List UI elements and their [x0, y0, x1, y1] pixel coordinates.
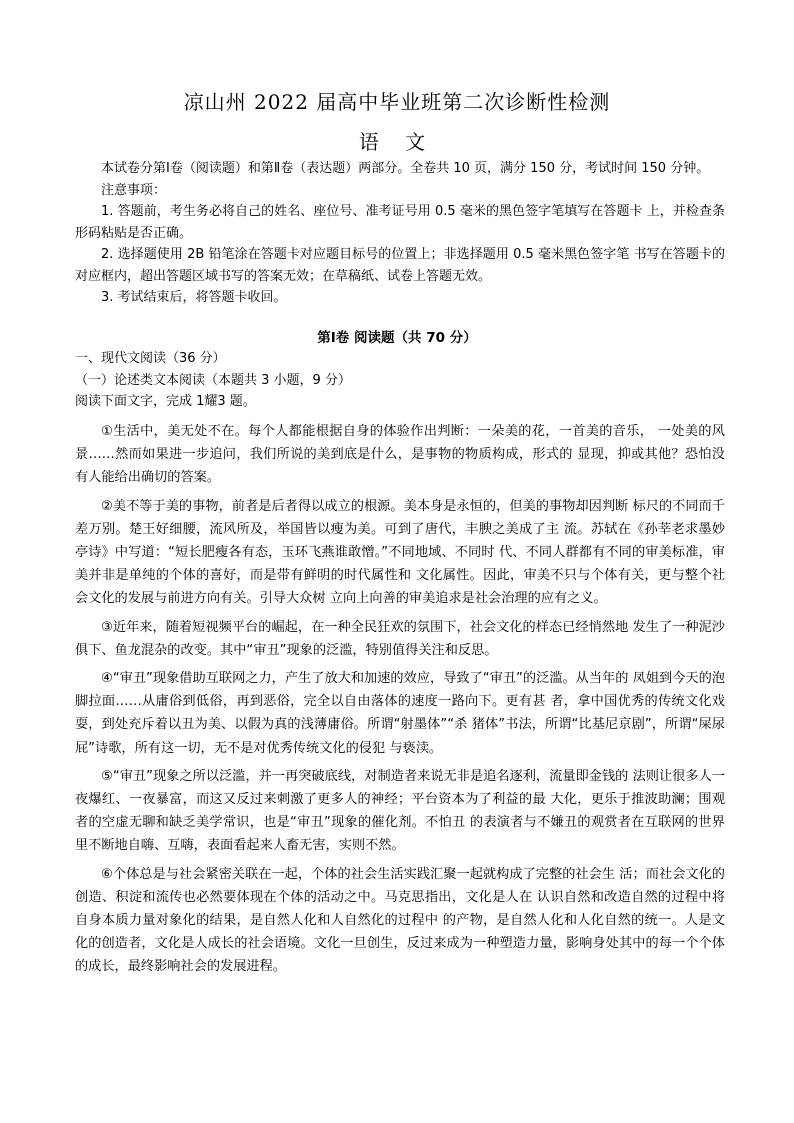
intro-block [75, 158, 725, 309]
passage-paragraph: ⑤“审丑”现象之所以泛滥，并一再突破底线，对制造者来说无非是追名逐利，流量即金钱的 法则让很多人一夜爆红、一夜暴富，而这又反过来刺激了更多人的神经；平台资本为了利益的最 大化，更乐于推波助澜；围观者的空虚无聊和缺乏美学常识，也是“审丑”现象的催化剂。不怕丑 的表演者与不嫌丑的观赏者在互联网的世界里不断地自嗨、互嗨，表面看起来人畜无害，实则不然。 [75, 768, 725, 854]
passage-paragraph: ③近年来，随着短视频平台的崛起，在一种全民狂欢的氛围下，社会文化的样态已经悄然地 发生了一种泥沙俱下、鱼龙混杂的改变。其中“审丑”现象的泛滥，特别值得关注和反思。 [75, 619, 725, 658]
reading-passage [75, 420, 725, 979]
part-heading: 一、现代文阅读（36 分） [75, 351, 226, 366]
section-heading-block [75, 348, 725, 413]
passage-paragraph: ②美不等于美的事物，前者是后者得以成立的根源。美本身是永恒的，但美的事物却因判断 标尺的不同而千差万别。楚王好细腰，流风所及，举国皆以瘦为美。可到了唐代，丰腴之美成了主 流。苏轼在《孙莘老求墨妙亭诗》中写道：“短长肥瘦各有态，玉环飞燕谁敢憎。”不同地域、不同时 代、不同人群都有不同的审美标准，审美并非是单纯的个体的喜好，而是带有鲜明的时代属性和 文化属性。因此，审美不只与个体有关，更与整个社会文化的发展与前进方向有关。引导大众树 立向上向善的审美追求是社会治理的应有之义。 [75, 498, 726, 607]
sub-part-heading: （一）论述类文本阅读（本题共 3 小题，9 分） [75, 372, 351, 388]
notice-heading: 注意事项： [101, 182, 167, 198]
notice-item: 3. 考试结束后，将答题卡收回。 [101, 290, 287, 305]
section-title: 第Ⅰ卷 阅读题（共 70 分） [317, 330, 477, 346]
reading-instruction: 阅读下面文字，完成 1耀3 题。 [75, 394, 256, 409]
subject-title: 语 文 [358, 130, 436, 154]
notice-item: 2. 选择题使用 2B 铅笔涂在答题卡对应题目标号的位置上；非选择题用 0.5 毫米黑色签字笔 书写在答题卡的对应框内，超出答题区域书写的答案无效；在草稿纸、试卷上答题无效。 [75, 247, 725, 284]
exam-title: 凉山州 2022 届高中毕业班第二次诊断性检测 [183, 90, 611, 114]
passage-paragraph: ①生活中，美无处不在。每个人都能根据自身的体验作出判断：一朵美的花，一首美的音乐， 一处美的风景……然而如果进一步追问，我们所说的美到底是什么，是事物的物质构成，形式的 显现，抑或其他？恐怕没有人能给出确切的答案。 [75, 424, 725, 486]
passage-paragraph: ④“审丑”现象借助互联网之力，产生了放大和加速的效应，导致了“审丑”的泛滥。从当年的 凤姐到今天的泡脚拉面……从庸俗到低俗，再到恶俗，完全以自由落体的速度一路向下。更有甚 者，拿中国优秀的传统文化戏耍，到处充斥着以丑为美、以假为真的浅薄庸俗。所谓“射墨体”“杀 猪体”书法，所谓“比基尼京剧”，所谓“屎尿屁”诗歌，所有这一切，无不是对优秀传统文化的侵犯 与亵渎。 [75, 671, 725, 756]
exam-description: 本试卷分第Ⅰ卷（阅读题）和第Ⅱ卷（表达题）两部分。全卷共 10 页，满分 150 分，考试时间 150 分钟。 [101, 161, 710, 176]
notice-item: 1. 答题前，考生务必将自己的姓名、座位号、准考证号用 0.5 毫米的黑色签字笔填写在答题卡 上，并检查条形码粘贴是否正确。 [75, 204, 725, 241]
passage-paragraph: ⑥个体总是与社会紧密关联在一起，个体的社会生活实践汇聚一起就构成了完整的社会生 活；而社会文化的创造、积淀和流传也必然要体现在个体的活动之中。马克思指出，文化是人在 认识自然和改造自然的过程中将自身本质力量对象化的结果，是自然人化和人自然化的过程中 的产物，是自然人化和人化自然的统一。人是文化的创造者，文化是人成长的社会语境。文化一旦创生，反过来成为一种塑造力量，影响身处其中的每一个个体的成长，最终影响社会的发展进程。 [75, 866, 725, 975]
